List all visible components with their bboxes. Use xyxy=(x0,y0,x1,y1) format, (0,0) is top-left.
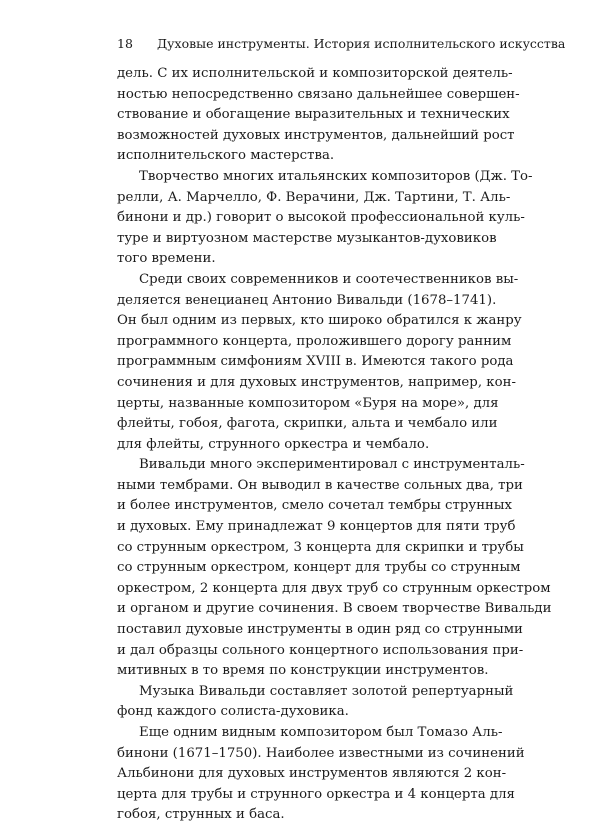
text-line: и духовых. Ему принадлежат 9 концертов для пяти труб xyxy=(117,519,516,535)
text-line: гобоя, струнных и баса. xyxy=(117,807,285,823)
text-line: и более инструментов, смело сочетал тембры струнных xyxy=(117,498,512,514)
text-line: и дал образцы сольного концертного использования при- xyxy=(117,642,524,658)
paragraph xyxy=(117,64,520,167)
text-line: и органом и другие сочинения. В своем творчестве Вивальди xyxy=(117,601,552,617)
page-number: 18 xyxy=(117,36,133,51)
text-line: оркестром, 2 концерта для двух труб со струнным оркестром xyxy=(117,580,551,596)
text-line: программным симфониям XVIII в. Имеются такого рода xyxy=(117,354,514,370)
text-line: Он был одним из первых, кто широко обратился к жанру xyxy=(117,313,522,329)
text-line: со струнным оркестром, концерт для трубы со струнным xyxy=(117,560,521,576)
text-line: возможностей духовых инструментов, дальнейший рост xyxy=(117,127,515,143)
body-text xyxy=(117,64,552,826)
text-line: дель. С их исполнительской и композиторской деятель- xyxy=(117,66,513,81)
text-line: ствование и обогащение выразительных и технических xyxy=(117,107,510,123)
text-line: сочинения и для духовых инструментов, например, кон- xyxy=(117,374,516,390)
text-line: Альбинони для духовых инструментов являются 2 кон- xyxy=(117,766,507,782)
text-line: флейты, гобоя, фагота, скрипки, альта и чембало или xyxy=(117,416,498,432)
text-line: туре и виртуозном мастерстве музыкантов-духовиков xyxy=(117,230,497,246)
text-line: ностью непосредственно связано дальнейшее совершен- xyxy=(117,86,520,102)
paragraph xyxy=(117,682,514,723)
text-line: бинони и др.) говорит о высокой профессиональной куль- xyxy=(117,210,525,226)
paragraph xyxy=(117,455,552,682)
text-line: релли, А. Марчелло, Ф. Верачини, Дж. Тартини, Т. Аль- xyxy=(117,189,511,205)
text-line: Вивальди много экспериментировал с инструменталь- xyxy=(139,457,525,473)
text-line: Еще одним видным композитором был Томазо Аль- xyxy=(139,725,503,740)
text-line: того времени. xyxy=(117,251,216,267)
text-line: митивных в то время по конструкции инструментов. xyxy=(117,663,489,679)
text-line: для флейты, струнного оркестра и чембало. xyxy=(117,436,430,452)
text-line: деляется венецианец Антонио Вивальди (1678–1741). xyxy=(117,292,497,308)
text-line: церта для трубы и струнного оркестра и 4 концерта для xyxy=(117,786,515,802)
text-line: Музыка Вивальди составляет золотой репертуарный xyxy=(139,683,514,699)
text-line: исполнительского мастерства. xyxy=(117,148,335,164)
paragraph xyxy=(117,167,533,270)
text-line: поставил духовые инструменты в один ряд со струнными xyxy=(117,622,523,638)
text-line: ными тембрами. Он выводил в качестве сольных два, три xyxy=(117,477,523,493)
running-header xyxy=(117,36,566,52)
text-line: со струнным оркестром, 3 концерта для скрипки и трубы xyxy=(117,539,524,555)
text-line: фонд каждого солиста-духовика. xyxy=(117,704,349,720)
text-line: церты, названные композитором «Буря на море», для xyxy=(117,395,499,411)
running-title: Духовые инструменты. История исполнительского искусства xyxy=(157,36,566,51)
text-line: Творчество многих итальянских композиторов (Дж. То- xyxy=(139,168,533,184)
paragraph xyxy=(117,270,522,455)
text-line: бинони (1671–1750). Наиболее известными из сочинений xyxy=(117,745,525,761)
text-line: Среди своих современников и соотечественников вы- xyxy=(139,271,519,287)
paragraph xyxy=(117,723,525,826)
text-line: программного концерта, проложившего дорогу ранним xyxy=(117,333,512,349)
